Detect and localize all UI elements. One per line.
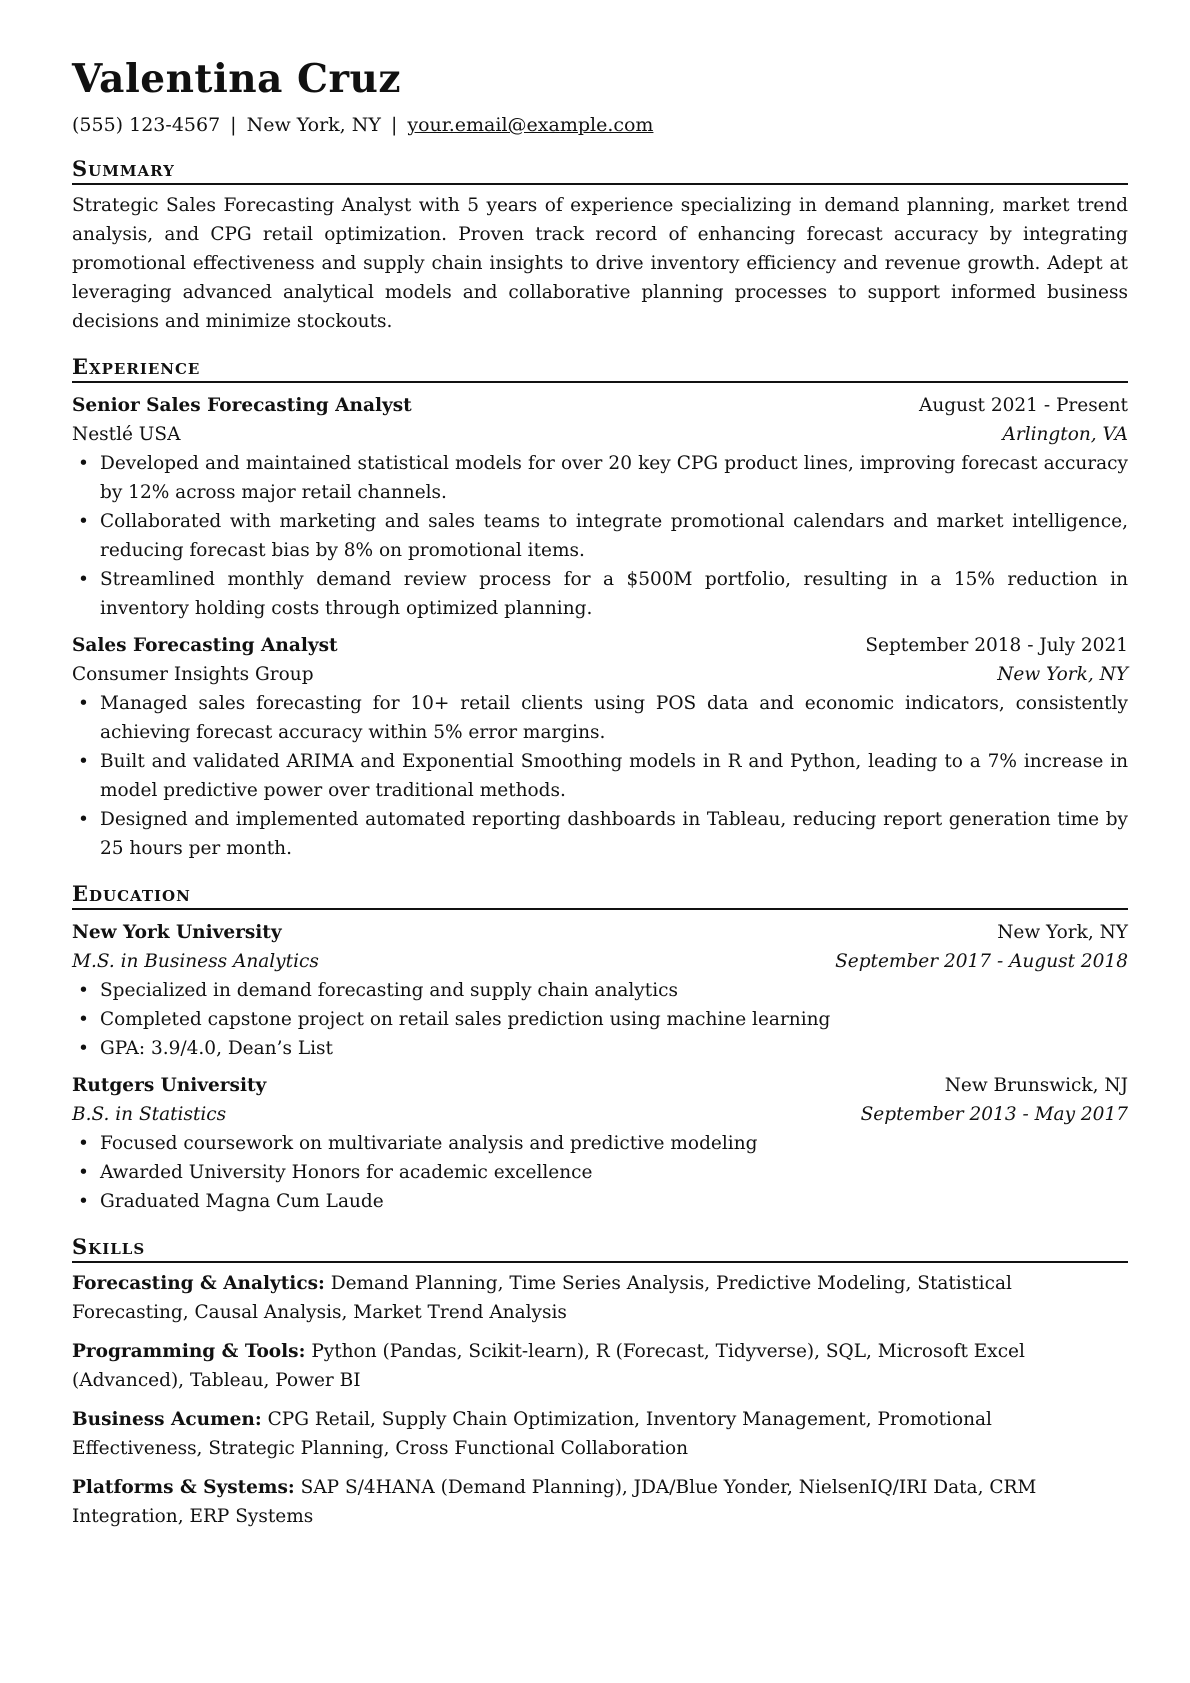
summary-text: Strategic Sales Forecasting Analyst with 5 years of experience specializing in demand planning, market trend analysis, and CPG retail optimization. Proven track record of enhancing forecast accuracy by integrating promotional effectiveness and supply chain insights to drive inventory efficiency and revenue growth. Adept at leveraging advanced analytical models and collaborative planning processes to support informed business decisions and minimize stockouts. [72,194,1128,332]
skill-group-items: CPG Retail, Supply Chain Optimization, Inventory Management, Promotional Effectiveness, Strategic Planning, Cross Functional Collaboration [72,1409,992,1460]
contact-separator: | [230,113,237,136]
bullet-item: • Specialized in demand forecasting and supply chain analytics [72,976,1128,1005]
bullet-item: • Developed and maintained statistical models for over 20 key CPG product lines, improving forecast accuracy by 12% across major retail channels. [72,449,1128,507]
phone-number: (555) 123-4567 [72,113,221,136]
job-title: Senior Sales Forecasting Analyst [72,394,412,416]
bullet-item: • Focused coursework on multivariate analysis and predictive modeling [72,1129,1128,1158]
skills-section [72,1234,1128,1531]
email-link[interactable]: your.email@example.com [407,113,654,136]
skill-group-label: Programming & Tools: [72,1341,306,1363]
section-title-experience: Experience [72,354,1128,383]
school-name: New York University [72,922,282,944]
company-name: Consumer Insights Group [72,663,314,685]
bullet-item: • Managed sales forecasting for 10+ retail clients using POS data and economic indicators, consistently achieving forecast accuracy within 5% error margins. [72,689,1128,747]
job-location: Arlington, VA [1002,423,1128,445]
degree: M.S. in Business Analytics [72,951,319,973]
candidate-name: Valentina Cruz [72,56,402,102]
skill-group-label: Business Acumen: [72,1409,262,1431]
section-title-skills: Skills [72,1234,1128,1263]
school-location: New York, NY [997,922,1128,944]
job-dates: September 2018 - July 2021 [865,634,1128,656]
section-title-education: Education [72,881,1128,910]
education-entry [72,918,1128,1063]
job-bullets [72,689,1128,863]
bullet-item: • Completed capstone project on retail sales prediction using machine learning [72,1005,1128,1034]
education-dates: September 2013 - May 2017 [860,1104,1128,1126]
skill-group [72,1269,1128,1327]
experience-entry [72,631,1128,863]
section-title-summary: Summary [72,156,1128,185]
experience-entry [72,391,1128,623]
bullet-item: • Streamlined monthly demand review process for a $500M portfolio, resulting in a 15% reduction in inventory holding costs through optimized planning. [72,565,1128,623]
bullet-item: • Graduated Magna Cum Laude [72,1187,1128,1216]
school-location: New Brunswick, NJ [944,1075,1128,1097]
skill-group-label: Forecasting & Analytics: [72,1273,325,1295]
education-entry [72,1071,1128,1216]
education-dates: September 2017 - August 2018 [835,951,1128,973]
bullet-item: • GPA: 3.9/4.0, Dean’s List [72,1034,1128,1063]
job-location: New York, NY [997,663,1128,685]
skill-group-items: Python (Pandas, Scikit-learn), R (Forecast, Tidyverse), SQL, Microsoft Excel (Advanced), Tableau, Power BI [72,1341,1025,1392]
contact-separator: | [390,113,398,136]
school-name: Rutgers University [72,1075,267,1097]
location: New York, NY [246,113,381,136]
education-section [72,881,1128,1216]
education-bullets [72,976,1128,1063]
bullet-item: • Designed and implemented automated reporting dashboards in Tableau, reducing report generation time by 25 hours per month. [72,805,1128,863]
skill-group-label: Platforms & Systems: [72,1477,295,1499]
job-dates: August 2021 - Present [919,394,1128,416]
contact-line [72,113,1128,138]
skill-group [72,1405,1128,1463]
skill-group-items: SAP S/4HANA (Demand Planning), JDA/Blue Yonder, NielsenIQ/IRI Data, CRM Integration, ERP Systems [72,1477,1037,1528]
bullet-item: • Built and validated ARIMA and Exponential Smoothing models in R and Python, leading to a 7% increase in model predictive power over traditional methods. [72,747,1128,805]
summary-section [72,156,1128,336]
bullet-item: • Collaborated with marketing and sales teams to integrate promotional calendars and market intelligence, reducing forecast bias by 8% on promotional items. [72,507,1128,565]
resume-header [72,58,1128,138]
skill-group-items: Demand Planning, Time Series Analysis, Predictive Modeling, Statistical Forecasting, Causal Analysis, Market Trend Analysis [72,1273,1012,1324]
bullet-item: • Awarded University Honors for academic excellence [72,1158,1128,1187]
job-title: Sales Forecasting Analyst [72,634,338,656]
skill-group [72,1337,1128,1395]
company-name: Nestlé USA [72,423,181,445]
degree: B.S. in Statistics [72,1104,227,1126]
experience-section [72,354,1128,863]
resume-page [72,58,1128,1531]
job-bullets [72,449,1128,623]
skill-group [72,1473,1128,1531]
education-bullets [72,1129,1128,1216]
